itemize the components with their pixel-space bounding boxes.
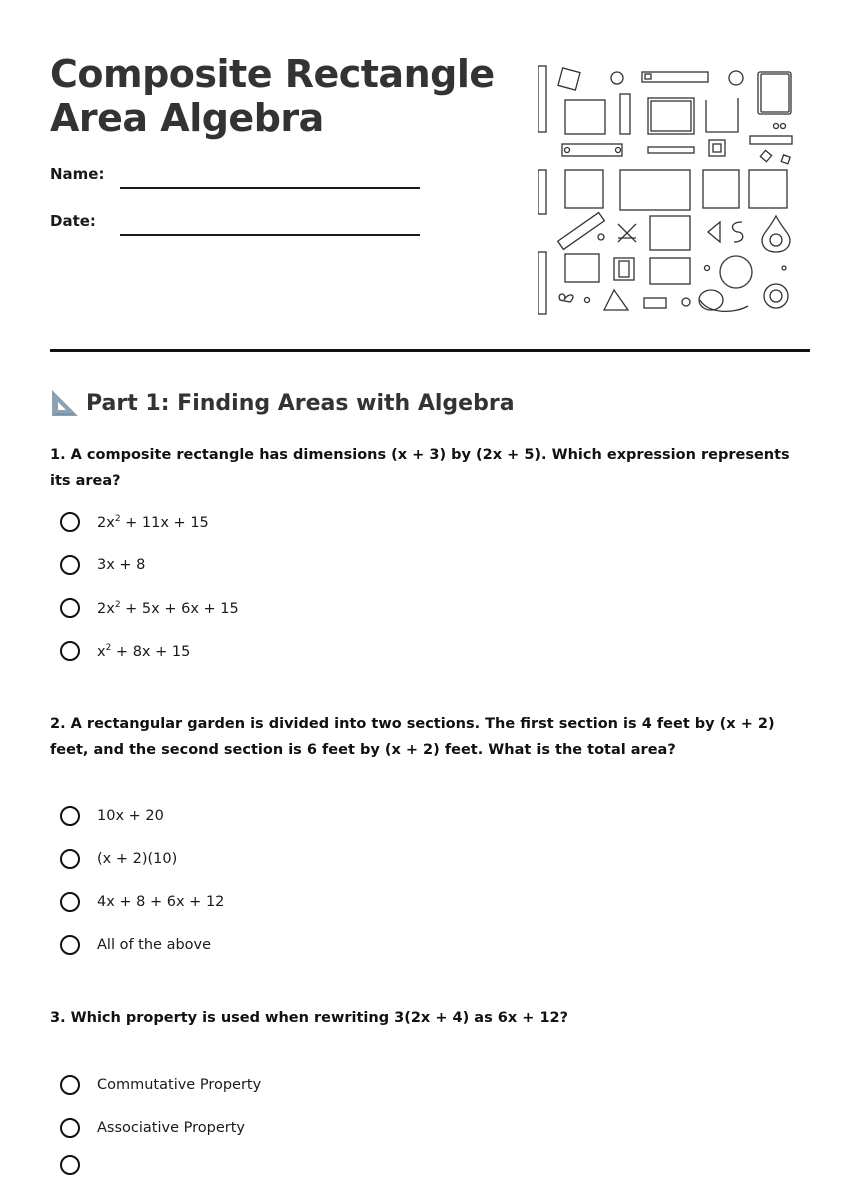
radio-button[interactable]	[60, 598, 80, 618]
q2-option-c[interactable]	[60, 889, 224, 915]
set-square-icon	[50, 388, 80, 418]
option-label: 10x + 20	[97, 808, 164, 824]
question-1-text: 1. A composite rectangle has dimensions (x + 3) by (2x + 5). Which expression represents its area?	[50, 447, 790, 489]
q3-option-c-partial[interactable]	[60, 1152, 80, 1178]
radio-button[interactable]	[60, 849, 80, 869]
name-label: Name:	[50, 165, 105, 183]
option-label: Associative Property	[97, 1120, 245, 1136]
q1-option-c[interactable]	[60, 595, 239, 621]
radio-button[interactable]	[60, 555, 80, 575]
name-field-line[interactable]	[120, 187, 420, 189]
q3-option-a[interactable]	[60, 1072, 261, 1098]
radio-button[interactable]	[60, 1118, 80, 1138]
q1-option-d[interactable]	[60, 638, 190, 664]
part1-heading	[50, 388, 515, 418]
q2-option-d[interactable]	[60, 932, 211, 958]
option-label: Commutative Property	[97, 1077, 262, 1093]
radio-button[interactable]	[60, 1075, 80, 1095]
option-label: 4x + 8 + 6x + 12	[97, 894, 225, 910]
date-label: Date:	[50, 212, 96, 230]
radio-button[interactable]	[60, 1155, 80, 1175]
q3-option-b[interactable]	[60, 1115, 245, 1141]
worksheet-title: Composite Rectangle Area Algebra	[50, 52, 495, 140]
q2-option-b[interactable]	[60, 846, 177, 872]
date-field-line[interactable]	[120, 234, 420, 236]
q1-option-a[interactable]	[60, 509, 209, 535]
q2-option-a[interactable]	[60, 803, 164, 829]
option-label: 3x + 8	[97, 557, 146, 573]
option-label: $2x^2 + 11x + 15$	[97, 513, 209, 531]
option-label: (x + 2)(10)	[97, 851, 178, 867]
radio-button[interactable]	[60, 806, 80, 826]
header-divider	[50, 349, 810, 352]
option-label: All of the above	[97, 937, 212, 953]
option-label: $x^2 + 8x + 15$	[97, 642, 191, 660]
radio-button[interactable]	[60, 935, 80, 955]
radio-button[interactable]	[60, 512, 80, 532]
geometry-doodles-illustration	[538, 62, 796, 318]
radio-button[interactable]	[60, 641, 80, 661]
question-2-text: 2. A rectangular garden is divided into two sections. The first section is 4 feet by (x + 2) feet, and the second section is 6 feet by (x + 2) feet. What is the total area?	[50, 716, 775, 758]
part1-title: Part 1: Finding Areas with Algebra	[86, 390, 515, 416]
option-label: $2x^2 + 5x + 6x + 15$	[97, 599, 239, 617]
question-3-text: 3. Which property is used when rewriting 3(2x + 4) as 6x + 12?	[50, 1010, 569, 1026]
q1-option-b[interactable]	[60, 552, 145, 578]
radio-button[interactable]	[60, 892, 80, 912]
